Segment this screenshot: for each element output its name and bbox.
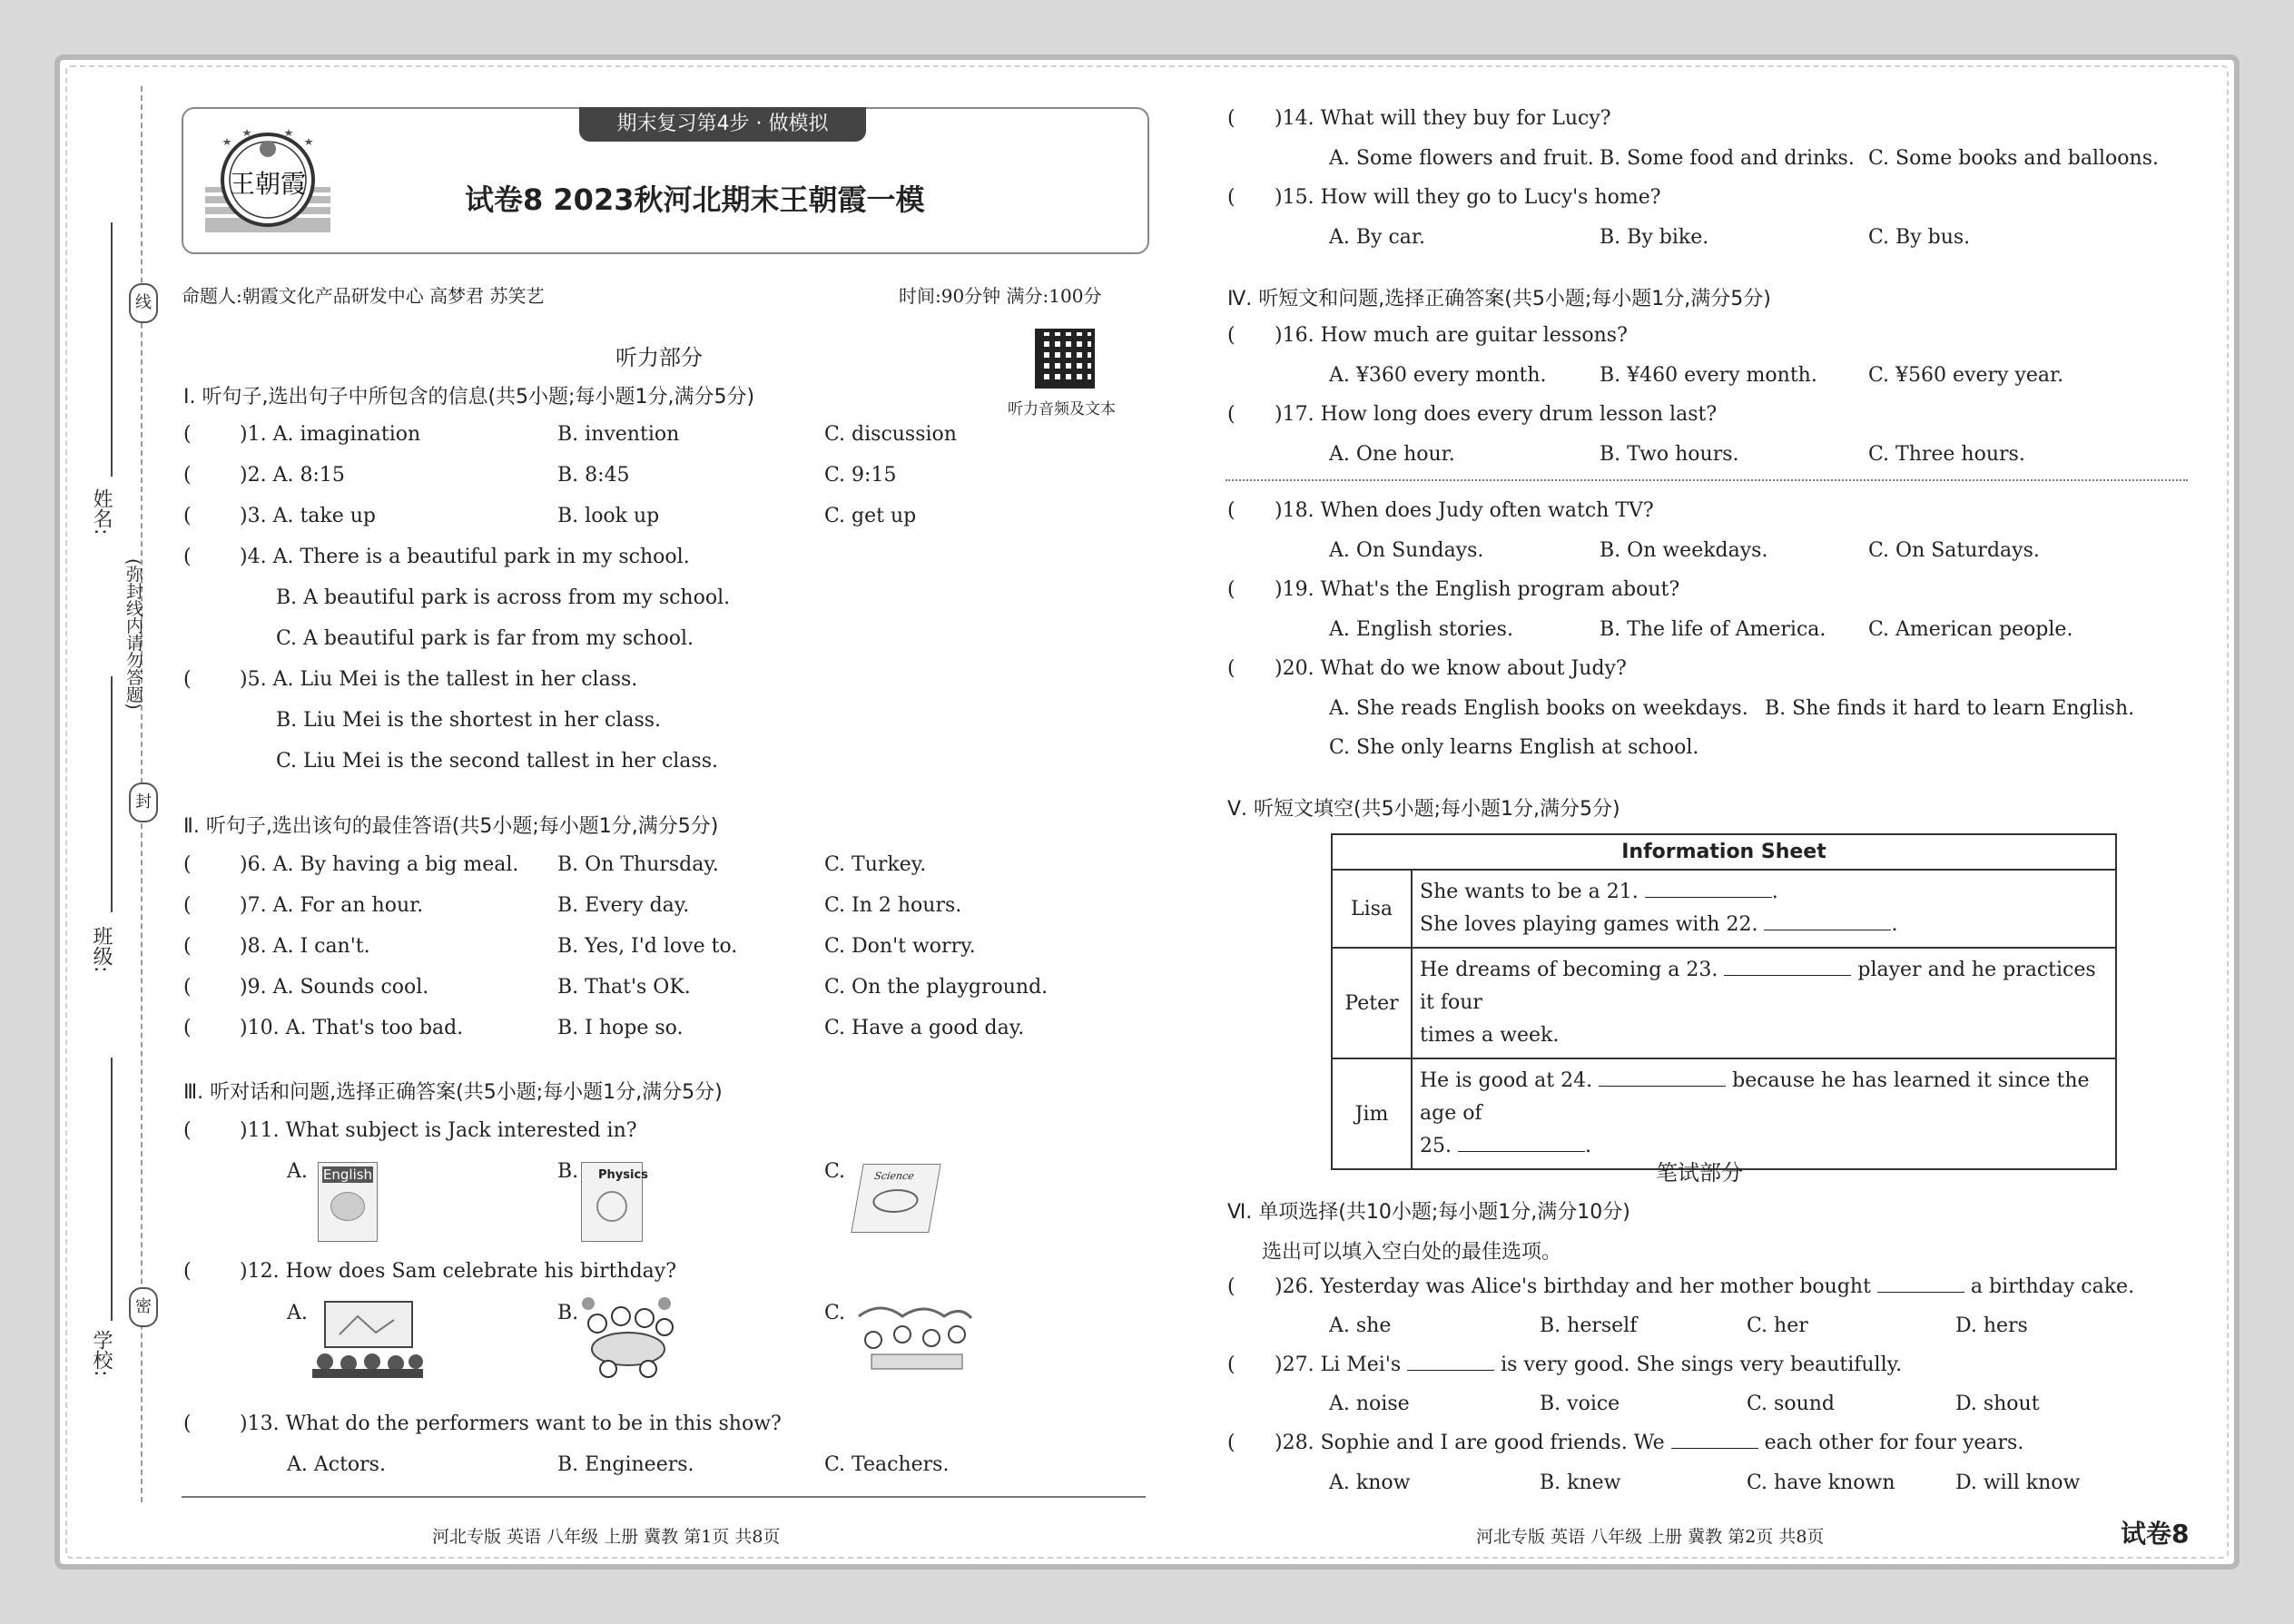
left-footer-rule: [182, 1496, 1146, 1498]
book-title: English: [322, 1166, 373, 1183]
answer-paren[interactable]: (: [183, 935, 192, 958]
writing-title: 笔试部分: [1656, 1160, 1743, 1186]
row-content: He is good at 24. because he has learned it since the age of 25. .: [1412, 1058, 2116, 1169]
question-text: )17. How long does every drum lesson last?: [1275, 403, 1718, 426]
option-b: B. ¥460 every month.: [1600, 364, 1817, 387]
option-a: A. she: [1329, 1314, 1392, 1337]
option-a: A. She reads English books on weekdays.: [1329, 697, 1748, 720]
answer-paren[interactable]: (: [183, 1119, 192, 1142]
answer-paren[interactable]: (: [1227, 578, 1236, 601]
authors: 命题人:朝霞文化产品研发中心 高梦君 苏笑艺: [182, 285, 545, 307]
paper-badge: 试卷8: [2121, 1519, 2190, 1549]
science-book-icon[interactable]: [851, 1164, 940, 1233]
english-book-icon[interactable]: [318, 1162, 378, 1242]
option-a: )4. A. There is a beautiful park in my school.: [240, 546, 690, 568]
option-c: C. Some books and balloons.: [1868, 147, 2159, 170]
answer-paren[interactable]: (: [1227, 186, 1236, 209]
blank[interactable]: [1407, 1370, 1494, 1371]
option-c: C. A beautiful park is far from my school.: [276, 627, 694, 650]
answer-paren[interactable]: (: [1227, 403, 1236, 426]
option-c: C. Don't worry.: [824, 935, 976, 958]
option-b: B. She finds it hard to learn English.: [1765, 697, 2135, 720]
question-text: )26. Yesterday was Alice's birthday and her mother bought a birthday cake.: [1275, 1275, 2135, 1298]
class-label: 班级:: [90, 926, 113, 973]
option-a: A. On Sundays.: [1329, 539, 1484, 562]
option-c: C. Teachers.: [824, 1453, 950, 1476]
qr-caption: 听力音频及文本: [1008, 400, 1116, 418]
table-row: [1332, 870, 2116, 948]
option-c: C. Have a good day.: [824, 1017, 1025, 1039]
name-label: 姓名:: [90, 488, 113, 536]
option-c: C. have known: [1747, 1471, 1895, 1494]
option-c: C. discussion: [824, 423, 957, 446]
option-c: C. get up: [824, 505, 917, 527]
blank-23[interactable]: [1724, 975, 1851, 976]
option-b: B. voice: [1540, 1393, 1620, 1415]
option-c: C. By bus.: [1868, 226, 1971, 249]
option-b-label: B.: [557, 1160, 579, 1183]
option-a: A. English stories.: [1329, 618, 1513, 641]
row-name: Jim: [1332, 1058, 1412, 1169]
answer-paren[interactable]: (: [183, 1017, 192, 1039]
section-5-heading: Ⅴ. 听短文填空(共5小题;每小题1分,满分5分): [1227, 798, 1620, 821]
information-sheet-table: [1331, 833, 2117, 1170]
picnic-picture-icon[interactable]: [853, 1298, 977, 1378]
option-b-label: B.: [557, 1302, 579, 1324]
option-a: A. ¥360 every month.: [1329, 364, 1547, 387]
passage-divider: [1226, 479, 2188, 481]
question-text: )20. What do we know about Judy?: [1275, 657, 1627, 680]
question-text: )11. What subject is Jack interested in?: [240, 1119, 637, 1142]
option-c: C. sound: [1747, 1393, 1835, 1415]
option-a: A. know: [1329, 1471, 1411, 1494]
option-a-label: A.: [287, 1160, 308, 1183]
answer-paren[interactable]: (: [183, 505, 192, 527]
binding-tag-seal: 封: [129, 782, 158, 822]
option-d: D. hers: [1955, 1314, 2028, 1337]
option-b: B. Two hours.: [1600, 443, 1739, 466]
answer-paren[interactable]: (: [183, 423, 192, 446]
school-label: 学校:: [90, 1330, 113, 1377]
option-b: B. That's OK.: [557, 976, 691, 999]
option-b: B. Engineers.: [557, 1453, 694, 1476]
option-b: B. On weekdays.: [1600, 539, 1768, 562]
option-b: B. The life of America.: [1600, 618, 1826, 641]
row-name: Peter: [1332, 948, 1412, 1058]
review-step-tab: 期末复习第4步 · 做模拟: [579, 107, 866, 142]
section-6-note: 选出可以填入空白处的最佳选项。: [1262, 1241, 1562, 1264]
section-2-heading: Ⅱ. 听句子,选出该句的最佳答语(共5小题;每小题1分,满分5分): [183, 815, 719, 838]
section-3-heading: Ⅲ. 听对话和问题,选择正确答案(共5小题;每小题1分,满分5分): [183, 1081, 723, 1104]
option-b: B. By bike.: [1600, 226, 1709, 249]
question-text: )18. When does Judy often watch TV?: [1275, 499, 1654, 522]
birthday-party-picture-icon[interactable]: [581, 1296, 675, 1380]
time-score: 时间:90分钟 满分:100分: [899, 285, 1102, 307]
option-a: A. By car.: [1329, 226, 1425, 249]
option-a: A. noise: [1329, 1393, 1410, 1415]
question-text: )27. Li Mei's is very good. She sings very beautifully.: [1275, 1353, 1903, 1376]
option-c: C. ¥560 every year.: [1868, 364, 2064, 387]
option-a: )10. A. That's too bad.: [240, 1017, 464, 1039]
question-text: )14. What will they buy for Lucy?: [1275, 107, 1611, 130]
physics-book-icon[interactable]: [581, 1162, 648, 1242]
section-4-heading: Ⅳ. 听短文和问题,选择正确答案(共5小题;每小题1分,满分5分): [1227, 288, 1771, 310]
blank-25[interactable]: [1458, 1151, 1585, 1152]
option-a: )2. A. 8:15: [240, 464, 345, 487]
row-content: He dreams of becoming a 23. player and he practices it four times a week.: [1412, 948, 2116, 1058]
option-b: B. 8:45: [557, 464, 630, 487]
answer-paren[interactable]: (: [1227, 1353, 1236, 1376]
section-6-heading: Ⅵ. 单项选择(共10小题;每小题1分,满分10分): [1227, 1201, 1630, 1224]
option-b: B. A beautiful park is across from my school.: [276, 586, 731, 609]
option-b: B. Some food and drinks.: [1600, 147, 1855, 170]
option-d: D. shout: [1955, 1393, 2040, 1415]
blank-24[interactable]: [1599, 1086, 1726, 1087]
option-c: C. 9:15: [824, 464, 897, 487]
exam-title: 试卷8 2023秋河北期末王朝霞一模: [465, 182, 925, 217]
school-field[interactable]: [111, 1058, 113, 1321]
option-c: C. She only learns English at school.: [1329, 736, 1699, 759]
option-a: A. Some flowers and fruit.: [1329, 147, 1594, 170]
answer-paren[interactable]: (: [183, 1260, 192, 1283]
option-b: B. Yes, I'd love to.: [557, 935, 738, 958]
section-1-heading: Ⅰ. 听句子,选出句子中所包含的信息(共5小题;每小题1分,满分5分): [183, 386, 755, 408]
option-a: )5. A. Liu Mei is the tallest in her class.: [240, 668, 638, 691]
option-a: )6. A. By having a big meal.: [240, 853, 519, 876]
option-b: B. knew: [1540, 1471, 1621, 1494]
book-title: Science: [873, 1170, 915, 1182]
option-c: C. In 2 hours.: [824, 894, 962, 917]
right-footer: 河北专版 英语 八年级 上册 冀教 第2页 共8页: [1476, 1527, 1825, 1547]
movie-theater-picture-icon[interactable]: [312, 1298, 423, 1378]
option-c: C. Three hours.: [1868, 443, 2025, 466]
answer-paren[interactable]: (: [1227, 1275, 1236, 1298]
option-c: C. On the playground.: [824, 976, 1049, 999]
blank[interactable]: [1877, 1292, 1964, 1293]
option-b: B. invention: [557, 423, 680, 446]
option-b: B. herself: [1540, 1314, 1638, 1337]
brand-logo-icon: [200, 123, 336, 240]
option-a: )8. A. I can't.: [240, 935, 370, 958]
option-a-label: A.: [287, 1302, 308, 1324]
option-b: B. I hope so.: [557, 1017, 684, 1039]
answer-paren[interactable]: (: [1227, 499, 1236, 522]
option-b: B. On Thursday.: [557, 853, 719, 876]
blank-21[interactable]: [1645, 897, 1772, 898]
answer-paren[interactable]: (: [183, 1412, 192, 1435]
qr-code-icon[interactable]: [1035, 329, 1095, 389]
question-text: )13. What do the performers want to be in this show?: [240, 1412, 782, 1435]
question-text: )12. How does Sam celebrate his birthday?: [240, 1260, 677, 1283]
option-c: C. American people.: [1868, 618, 2073, 641]
answer-paren[interactable]: (: [1227, 1432, 1236, 1454]
table-row: [1332, 948, 2116, 1058]
answer-paren[interactable]: (: [1227, 324, 1236, 347]
name-field[interactable]: [111, 222, 113, 477]
option-c: C. Turkey.: [824, 853, 927, 876]
option-d: D. will know: [1955, 1471, 2081, 1494]
answer-paren[interactable]: (: [1227, 107, 1236, 130]
option-b: B. Liu Mei is the shortest in her class.: [276, 709, 662, 732]
listening-title: 听力部分: [615, 345, 703, 370]
option-a: )3. A. take up: [240, 505, 376, 527]
option-c: C. On Saturdays.: [1868, 539, 2040, 562]
option-c: C. her: [1747, 1314, 1808, 1337]
answer-paren[interactable]: (: [183, 894, 192, 917]
question-text: )15. How will they go to Lucy's home?: [1275, 186, 1661, 209]
table-row: [1332, 1058, 2116, 1169]
class-field[interactable]: [111, 676, 113, 912]
book-title: Physics: [598, 1168, 648, 1182]
option-a: A. Actors.: [287, 1453, 386, 1476]
answer-paren[interactable]: (: [183, 464, 192, 487]
option-a: )1. A. imagination: [240, 423, 421, 446]
option-a: )9. A. Sounds cool.: [240, 976, 429, 999]
table-title: Information Sheet: [1332, 834, 2116, 870]
answer-paren[interactable]: (: [183, 976, 192, 999]
option-c-label: C.: [824, 1160, 846, 1183]
option-c: C. Liu Mei is the second tallest in her class.: [276, 750, 718, 773]
answer-paren[interactable]: (: [1227, 657, 1236, 680]
blank[interactable]: [1671, 1448, 1758, 1449]
exam-header: [182, 107, 1149, 254]
binding-tag-close: 密: [129, 1287, 158, 1327]
row-content: She wants to be a 21. . She loves playing games with 22. .: [1412, 870, 2116, 948]
option-c-label: C.: [824, 1302, 846, 1324]
option-a: A. One hour.: [1329, 443, 1455, 466]
answer-paren[interactable]: (: [183, 546, 192, 568]
binding-tag-line: 线: [129, 283, 158, 323]
row-name: Lisa: [1332, 870, 1412, 948]
option-b: B. Every day.: [557, 894, 690, 917]
answer-paren[interactable]: (: [183, 853, 192, 876]
question-text: )28. Sophie and I are good friends. We each other for four years.: [1275, 1432, 2024, 1454]
option-b: B. look up: [557, 505, 660, 527]
option-a: )7. A. For an hour.: [240, 894, 424, 917]
logo-text: 王朝霞: [229, 169, 307, 199]
left-footer: 河北专版 英语 八年级 上册 冀教 第1页 共8页: [432, 1527, 781, 1547]
binding-note: (弥封线内请勿答题): [123, 558, 143, 710]
question-text: )19. What's the English program about?: [1275, 578, 1680, 601]
answer-paren[interactable]: (: [183, 668, 192, 691]
question-text: )16. How much are guitar lessons?: [1275, 324, 1628, 347]
